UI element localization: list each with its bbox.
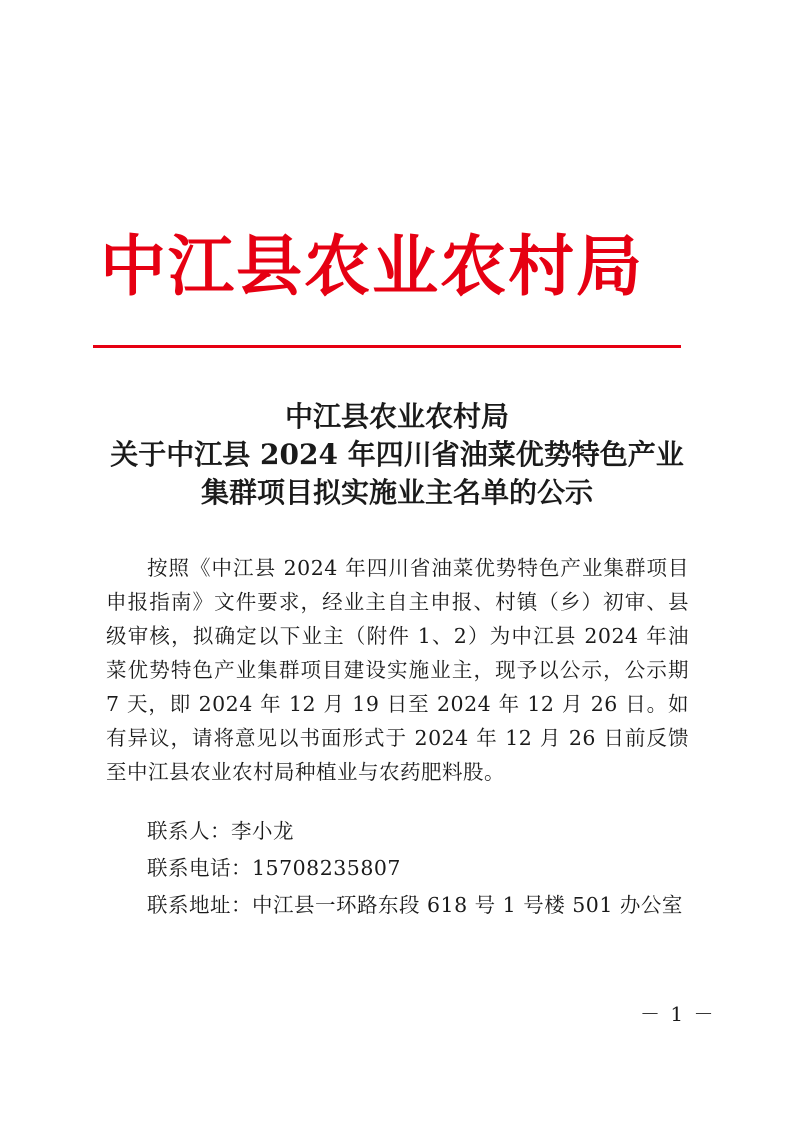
contact-phone: 联系电话：15708235807 [147, 856, 401, 880]
document-title [60, 398, 734, 512]
notice-body-paragraph: 按照《中江县 2024 年四川省油菜优势特色产业集群项目申报指南》文件要求，经业主自主申报、村镇（乡）初审、县级审核，拟确定以下业主（附件 1、2）为中江县 2024 年油菜优势特色产业集群项目建设实施业主，现予以公示，公示期 7 天，即 2024 年 12 月 19 日至 2024 年 12 月 26 日。如有异议，请将意见以书面形式于 2024 年 12 月 26 日前反馈至中江县农业农村局种植业与农药肥料股。 [106, 556, 689, 784]
page-number: － 1 － [640, 1002, 716, 1026]
contact-address: 联系地址：中江县一环路东段 618 号 1 号楼 501 办公室 [147, 893, 683, 917]
contact-person: 联系人：李小龙 [147, 819, 294, 843]
title-line-3: 集群项目拟实施业主名单的公示 [200, 476, 593, 509]
issuing-authority-header: 中江县农业农村局 [100, 227, 644, 305]
title-line-1: 中江县农业农村局 [284, 400, 509, 433]
title-line-2: 关于中江县 2024 年四川省油菜优势特色产业 [110, 438, 684, 471]
header-red-divider [93, 345, 681, 348]
contact-info [147, 813, 707, 924]
